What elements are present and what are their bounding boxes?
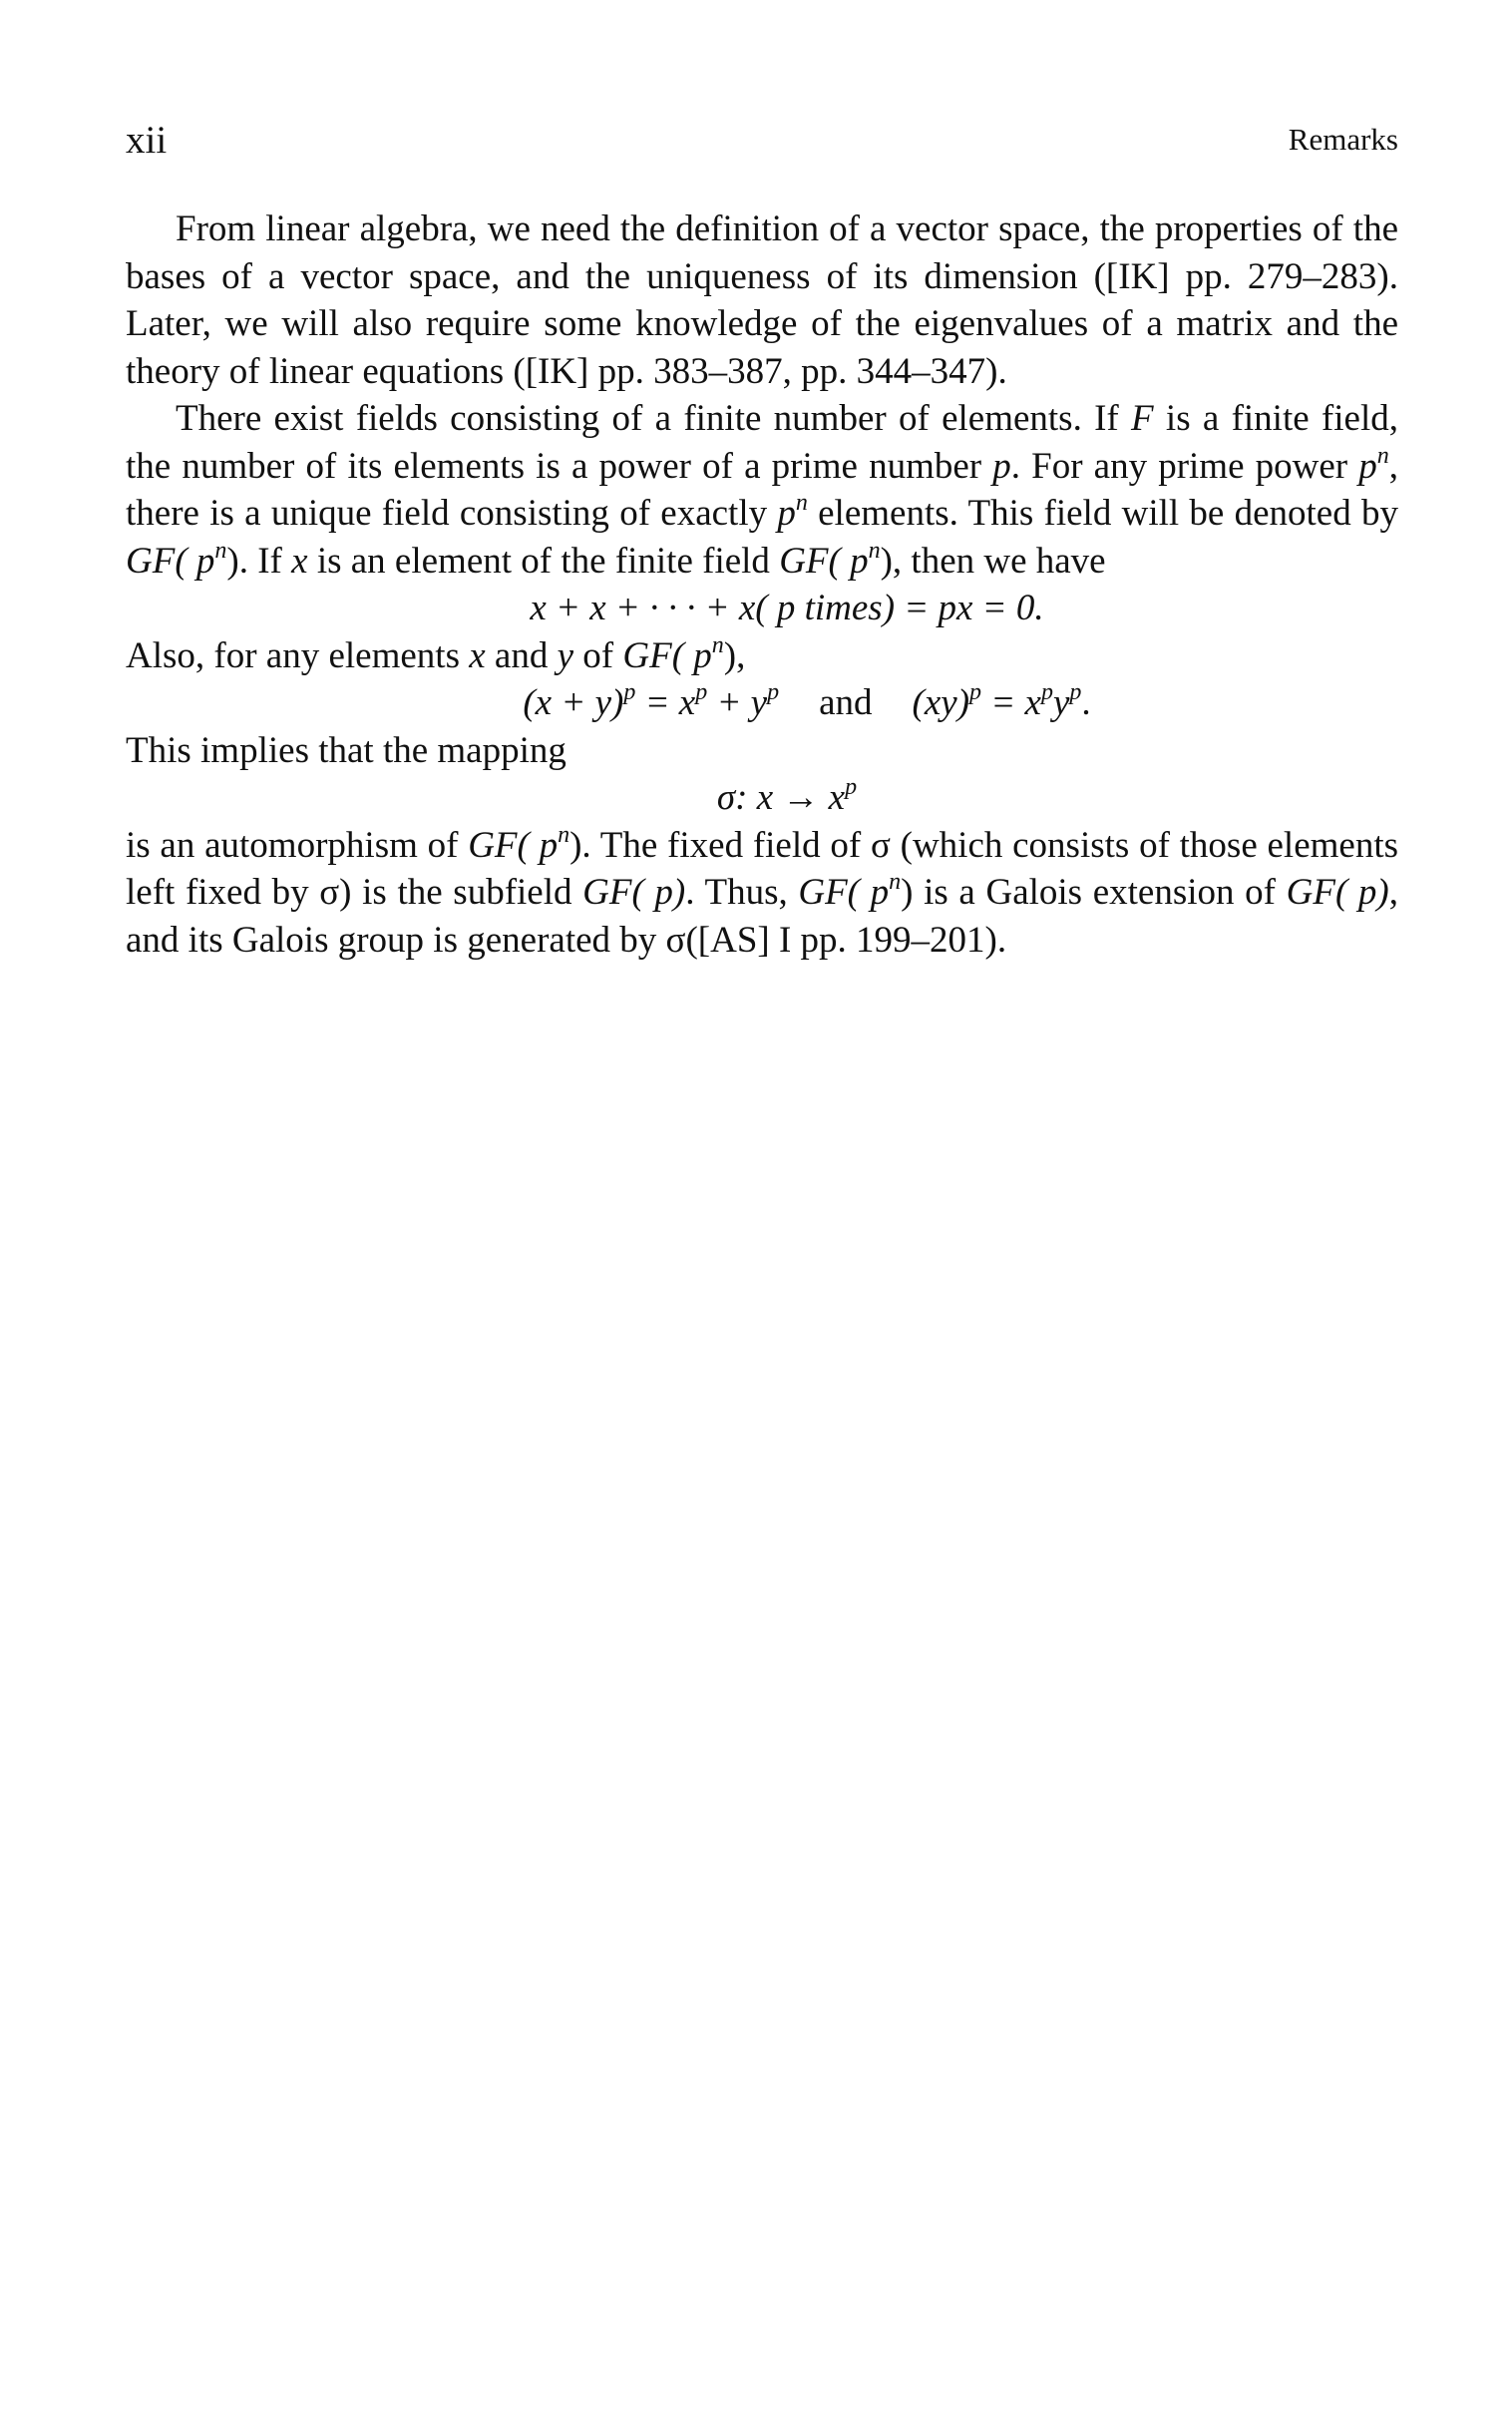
page-body [126,205,1398,964]
equation-characteristic: x + x + · · · + x( p times) = px = 0. [530,588,1044,628]
running-head: Remarks [1288,122,1398,157]
page-header [126,118,1398,168]
paragraph-mapping: This implies that the mapping [126,729,567,771]
equation-frobenius-map: σ: $x \to x^p$ [716,774,858,818]
equation-frobenius-identities: $(x + y)^p = x^p + y^p$ and $(xy)^p = x^py^p$. [523,679,1091,723]
paragraph-automorphism: is an automorphism of GF( $p^n$). The fixed field of σ (which consists of those elements left fixed by σ) is the subfield GF( p). Thus, GF( $p^n$) is a Galois extension of GF( p), and its Galois group is generated by σ([AS] I pp. 199–201). [126,821,1398,961]
paragraph-linear-algebra: From linear algebra, we need the definition of a vector space, the properties of the bases of a vector space, and the uniqueness of its dimension ([IK] pp. 279–283). Later, we will also require some knowledge of the eigenvalues of a matrix and the theory of linear equations ([IK] pp. 383–387, pp. 344–347). [126,208,1398,392]
paragraph-finite-fields: There exist fields consisting of a finite number of elements. If F is a finite field, the number of its elements is a power of a prime number p. For any prime power $p^n$, there is a unique field consisting of exactly $p^n$ elements. This field will be denoted by GF( $p^n$). If x is an element of the finite field GF( $p^n$), then we have [126,398,1398,582]
page-number: xii [126,119,168,162]
paragraph-any-elements: Also, for any elements x and y of GF( $p^n$), [126,631,746,676]
